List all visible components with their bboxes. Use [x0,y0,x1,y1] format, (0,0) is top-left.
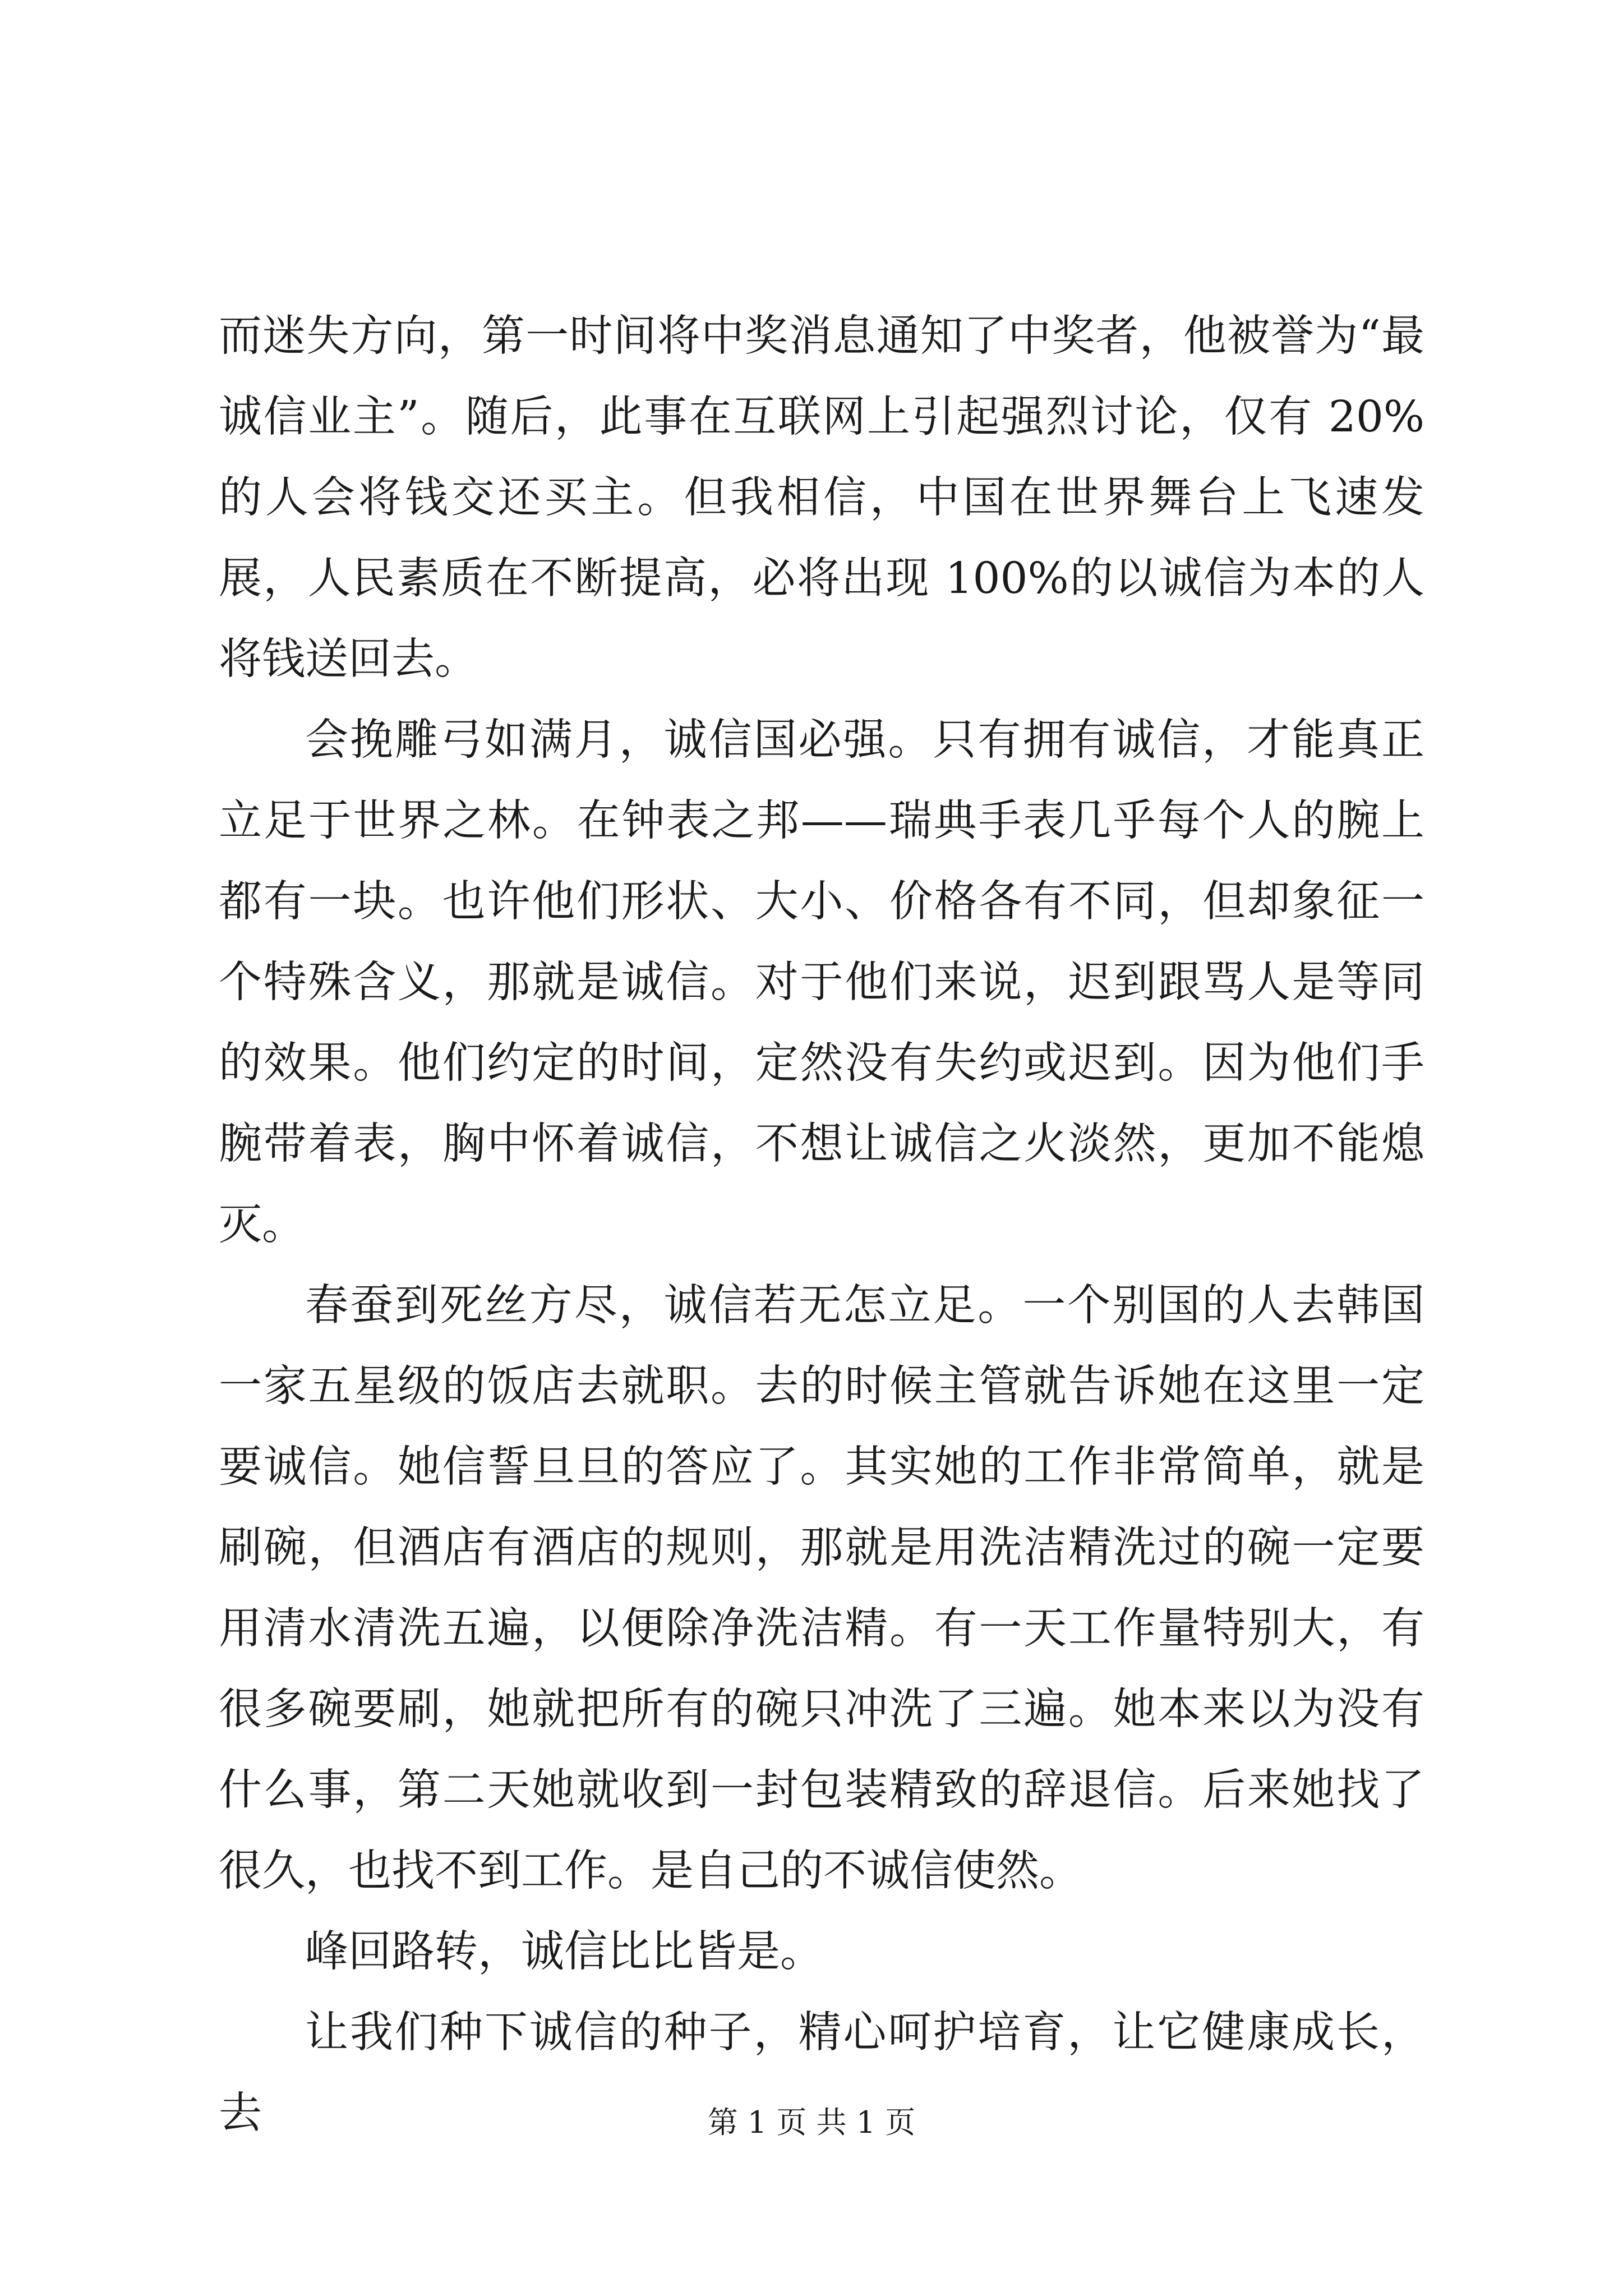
paragraph-1: 而迷失方向，第一时间将中奖消息通知了中奖者，他被誉为“最诚信业主”。随后，此事在互联网上引起强烈讨论，仅有 20%的人会将钱交还买主。但我相信，中国在世界舞台上飞速发展，人民素质在不断提高，必将出现 100%的以诚信为本的人将钱送回去。 [219,311,1424,684]
paragraph-3: 春蚕到死丝方尽，诚信若无怎立足。一个别国的人去韩国一家五星级的饭店去就职。去的时候主管就告诉她在这里一定要诚信。她信誓旦旦的答应了。其实她的工作非常简单，就是刷碗，但酒店有酒店的规则，那就是用洗洁精洗过的碗一定要用清水清洗五遍，以便除净洗洁精。有一天工作量特别大，有很多碗要刷，她就把所有的碗只冲洗了三遍。她本来以为没有什么事，第二天她就收到一封包装精致的辞退信。后来她找了很久，也找不到工作。是自己的不诚信使然。 [219,1281,1424,1896]
paragraph-2: 会挽雕弓如满月，诚信国必强。只有拥有诚信，才能真正立足于世界之林。在钟表之邦——瑞典手表几乎每个人的腕上都有一块。也许他们形状、大小、价格各有不同，但却象征一个特殊含义，那就是诚信。对于他们来说，迟到跟骂人是等同的效果。他们约定的时间，定然没有失约或迟到。因为他们手腕带着表，胸中怀着诚信，不想让诚信之火淡然，更加不能熄灭。 [219,715,1424,1250]
paragraph-4: 峰回路转，诚信比比皆是。 [305,1927,823,1977]
document-body [219,296,1424,2154]
paragraph-5: 让我们种下诚信的种子，精心呵护培育，让它健康成长，去 [219,2008,1424,2138]
page-footer: 第 1 页 共 1 页 [707,2105,916,2140]
